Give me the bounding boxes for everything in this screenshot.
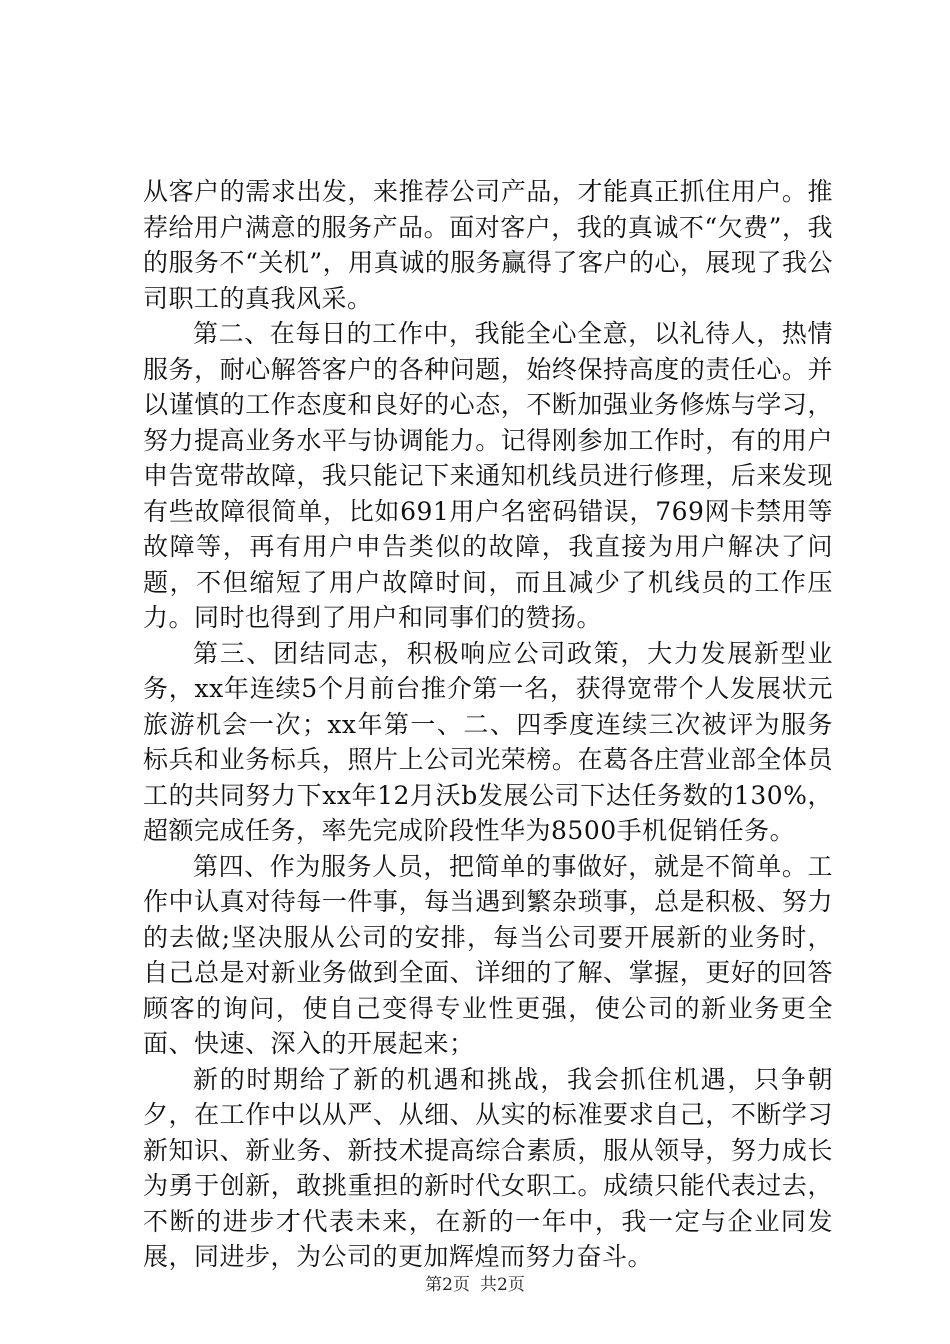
page-total: 共2页 [480, 1275, 525, 1295]
paragraph-5: 新的时期给了新的机遇和挑战，我会抓住机遇，只争朝夕，在工作中以从严、从细、从实的标准要求自己，不断学习新知识、新业务、新技术提高综合素质，服从领导，努力成长为勇于创新，敢挑重担的新时代女职工。成绩只能代表过去，不断的进步才代表未来，在新的一年中，我一定与企业同发展，同进步，为公司的更加辉煌而努力奋斗。 [143, 1064, 833, 1271]
document-body [143, 174, 833, 1275]
page-footer [0, 1273, 950, 1297]
paragraph-4: 第四、作为服务人员，把简单的事做好，就是不简单。工作中认真对待每一件事，每当遇到繁杂琐事，总是积极、努力的去做;坚决服从公司的安排，每当公司要开展新的业务时，自己总是对新业务做到全面、详细的了解、掌握，更好的回答顾客的询问，使自己变得专业性更强，使公司的新业务更全面、快速、深入的开展起来； [143, 851, 833, 1058]
paragraph-1: 从客户的需求出发，来推荐公司产品，才能真正抓住用户。推荐给用户满意的服务产品。面对客户，我的真诚不“欠费”，我的服务不“关机”，用真诚的服务赢得了客户的心，展现了我公司职工的真我风采。 [143, 177, 833, 313]
page-number: 第2页 [425, 1275, 470, 1295]
paragraph-2: 第二、在每日的工作中，我能全心全意，以礼待人，热情服务，耐心解答客户的各种问题，始终保持高度的责任心。并以谨慎的工作态度和良好的心态，不断加强业务修炼与学习，努力提高业务水平与协调能力。记得刚参加工作时，有的用户申告宽带故障，我只能记下来通知机线员进行修理，后来发现有些故障很简单，比如691用户名密码错误，769网卡禁用等故障等，再有用户申告类似的故障，我直接为用户解决了问题，不但缩短了用户故障时间，而且减少了机线员的工作压力。同时也得到了用户和同事们的赞扬。 [143, 319, 833, 632]
paragraph-3: 第三、团结同志，积极响应公司政策，大力发展新型业务，xx年连续5个月前台推介第一名，获得宽带个人发展状元旅游机会一次；xx年第一、二、四季度连续三次被评为服务标兵和业务标兵，照片上公司光荣榜。在葛各庄营业部全体员工的共同努力下xx年12月沃b发展公司下达任务数的130%，超额完成任务，率先完成阶段性华为8500手机促销任务。 [143, 638, 833, 845]
